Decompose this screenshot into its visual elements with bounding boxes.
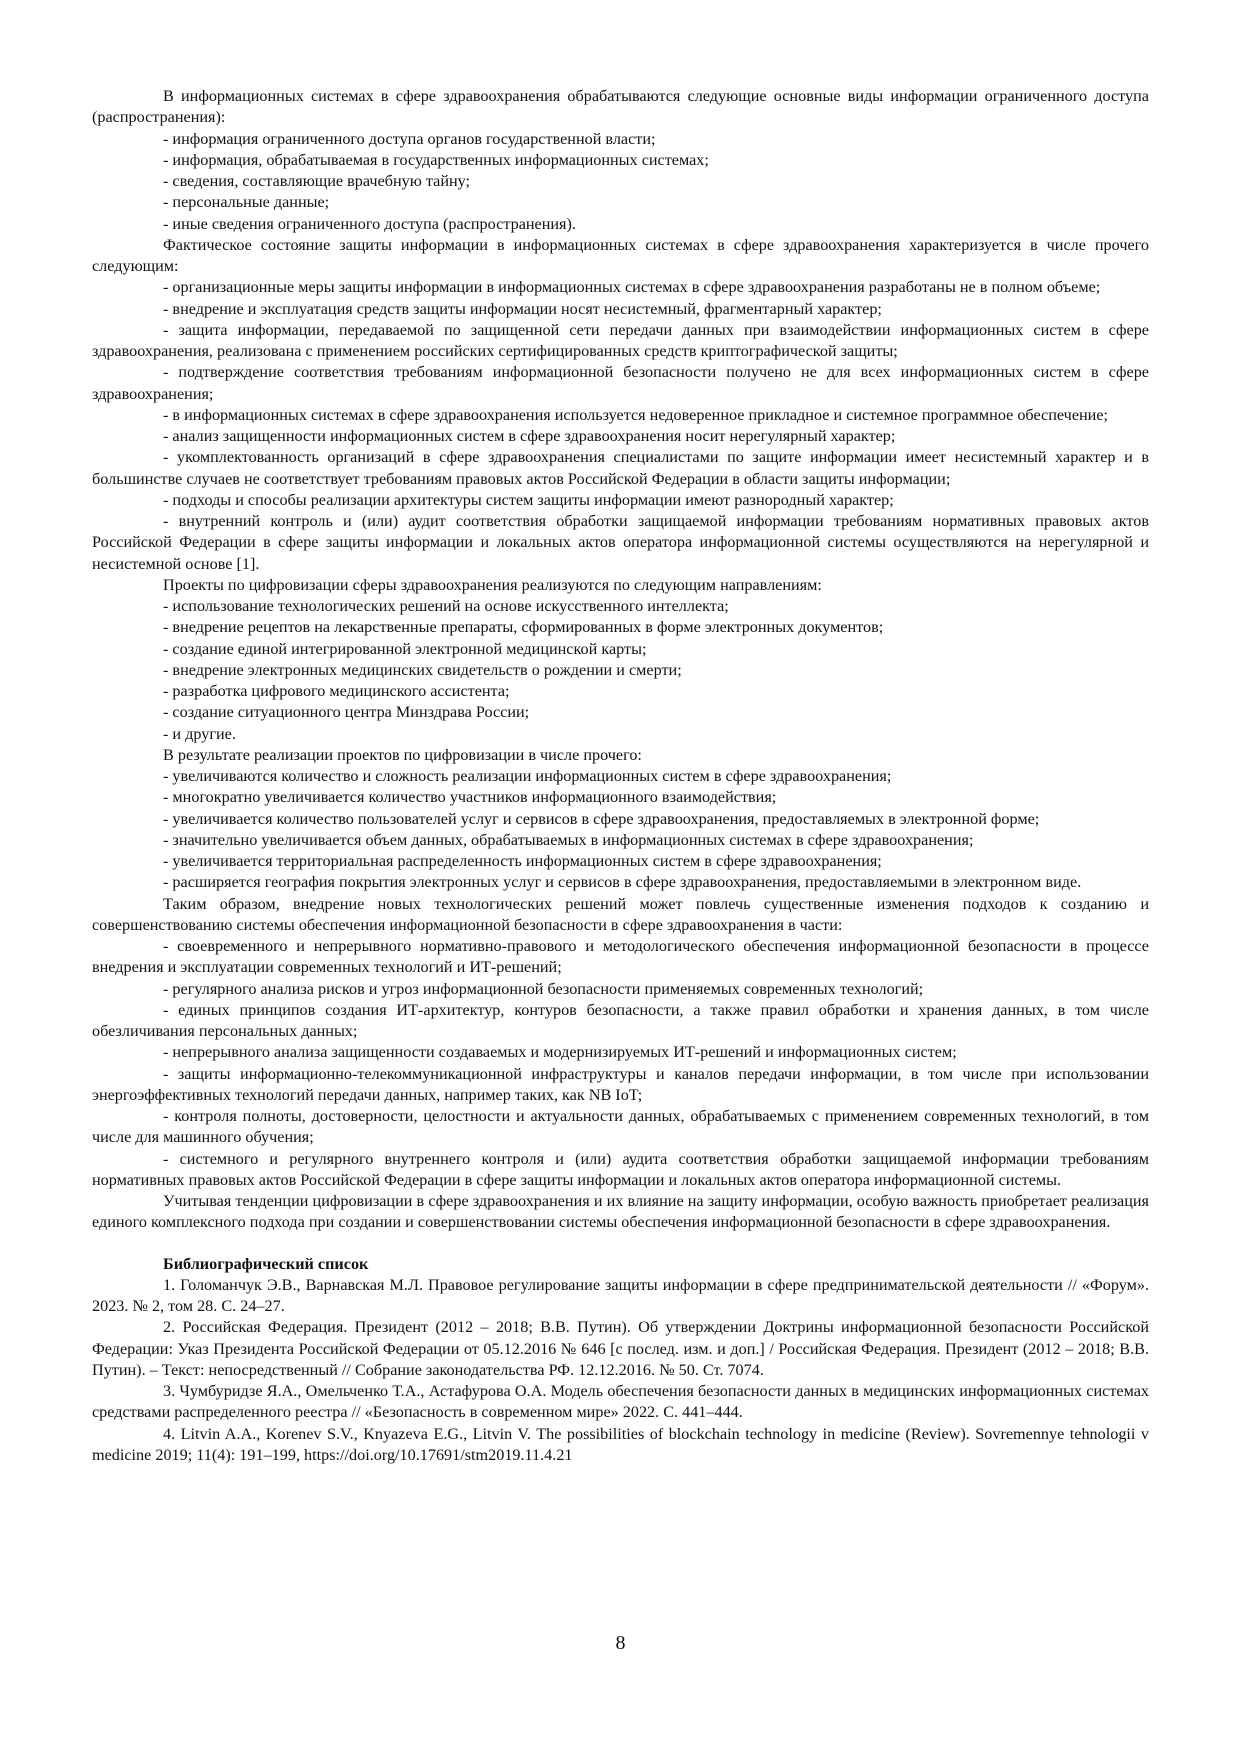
list-item: - системного и регулярного внутреннего контроля и (или) аудита соответствия обработки защищаемой информации требованиям нормативных правовых актов Российской Федерации в сфере защиты информации и локальных актов оператора информационной системы.: [92, 1149, 1149, 1189]
list-item: - внедрение и эксплуатация средств защиты информации носят несистемный, фрагментарный характер;: [163, 299, 882, 318]
list-item: - использование технологических решений на основе искусственного интеллекта;: [163, 597, 729, 615]
page-number: 8: [615, 1632, 626, 1654]
list-item: - сведения, составляющие врачебную тайну;: [163, 172, 471, 190]
list-item: - внедрение рецептов на лекарственные препараты, сформированных в форме электронных документов;: [163, 618, 884, 637]
list-item: - защиты информационно-телекоммуникационной инфраструктуры и каналов передачи информации, в том числе при использовании энергоэффективных технологий передачи данных, например таких, как NB IoT;: [92, 1064, 1149, 1104]
list-item: - разработка цифрового медицинского ассистента;: [163, 682, 510, 700]
bibliography: [92, 1254, 1149, 1467]
list-item: - регулярного анализа рисков и угроз информационной безопасности применяемых современных технологий;: [163, 979, 924, 998]
list-item: - подходы и способы реализации архитектуры систем защиты информации имеют разнородный характер;: [163, 490, 894, 509]
list-item: - единых принципов создания ИТ-архитектур, контуров безопасности, а также правил обработки и хранения данных, в том числе обезличивания персональных данных;: [92, 1000, 1149, 1040]
bibliography-list: [92, 1275, 1149, 1466]
paragraph: Проекты по цифровизации сферы здравоохранения реализуются по следующим направлениям:: [163, 575, 822, 594]
list-item: - и другие.: [163, 724, 236, 743]
list-item: - организационные меры защиты информации в информационных системах в сфере здравоохранения разработаны не в полном объеме;: [163, 278, 1101, 297]
list-item: - анализ защищенности информационных систем в сфере здравоохранения носит нерегулярный характер;: [163, 427, 896, 445]
list-item: - непрерывного анализа защищенности создаваемых и модернизируемых ИТ-решений и информационных систем;: [163, 1043, 957, 1062]
list-item: - расширяется география покрытия электронных услуг и сервисов в сфере здравоохранения, предоставляемыми в электронном виде.: [163, 873, 1082, 892]
list-item: - создание единой интегрированной электронной медицинской карты;: [163, 639, 647, 658]
list-item: - персональные данные;: [163, 193, 330, 212]
paragraph: Фактическое состояние защиты информации в информационных системах в сфере здравоохранения характеризуется в числе прочего следующим:: [92, 235, 1149, 275]
list-item: - защита информации, передаваемой по защищенной сети передачи данных при взаимодействии информационных систем в сфере здравоохранения, реализована с применением российских сертифицированных средств криптографической защиты;: [92, 320, 1149, 360]
list-item: - контроля полноты, достоверности, целостности и актуальности данных, обрабатываемых с применением современных технологий, в том числе для машинного обучения;: [92, 1107, 1149, 1147]
reference-item: 1. Голоманчук Э.В., Варнавская М.Л. Правовое регулирование защиты информации в сфере предпринимательской деятельности // «Форум». 2023. № 2, том 28. С. 24–27.: [92, 1275, 1149, 1315]
list-item: - информация ограниченного доступа органов государственной власти;: [163, 129, 656, 148]
list-item: - внутренний контроль и (или) аудит соответствия обработки защищаемой информации требованиям нормативных правовых актов Российской Федерации в сфере защиты информации и локальных актов оператора информационной системы осуществляются на нерегулярной и несистемной основе [1].: [92, 512, 1149, 573]
list-item: - информация, обрабатываемая в государственных информационных системах;: [163, 150, 709, 169]
reference-item: 3. Чумбуридзе Я.А., Омельченко Т.А., Астафурова О.А. Модель обеспечения безопасности данных в медицинских информационных системах средствами распределенного реестра // «Безопасность в современном мире» 2022. С. 441–444.: [92, 1382, 1149, 1422]
list-item: - в информационных системах в сфере здравоохранения используется недоверенное прикладное и системное программное обеспечение;: [163, 405, 1109, 424]
list-item: - значительно увеличивается объем данных, обрабатываемых в информационных системах в сфере здравоохранения;: [163, 830, 974, 849]
list-item: - подтверждение соответствия требованиям информационной безопасности получено не для всех информационных систем в сфере здравоохранения;: [92, 363, 1149, 403]
article-body: [92, 86, 1149, 1234]
list-item: - увеличиваются количество и сложность реализации информационных систем в сфере здравоохранения;: [163, 767, 892, 785]
paragraph: Таким образом, внедрение новых технологических решений может повлечь существенные изменения подходов к созданию и совершенствованию системы обеспечения информационной безопасности в сфере здравоохранения в части:: [92, 894, 1149, 934]
list-item: - многократно увеличивается количество участников информационного взаимодействия;: [163, 788, 777, 807]
list-item: - увеличивается территориальная распределенность информационных систем в сфере здравоохранения;: [163, 852, 882, 870]
list-item: - внедрение электронных медицинских свидетельств о рождении и смерти;: [163, 660, 682, 679]
list-item: - увеличивается количество пользователей услуг и сервисов в сфере здравоохранения, предоставляемых в электронной форме;: [163, 809, 1040, 828]
list-item: - своевременного и непрерывного нормативно-правового и методологического обеспечения информационной безопасности в процессе внедрения и эксплуатации современных технологий и ИТ-решений;: [92, 937, 1149, 977]
reference-item: 2. Российская Федерация. Президент (2012 – 2018; В.В. Путин). Об утверждении Доктрины информационной безопасности Российской Федерации: Указ Президента Российской Федерации от 05.12.2016 № 646 [с послед. изм. и доп.] / Российская Федерация. Президент (2012 – 2018; В.В. Путин). – Текст: непосредственный // Собрание законодательства РФ. 12.12.2016. № 50. Ст. 7074.: [92, 1318, 1149, 1379]
paragraph: В информационных системах в сфере здравоохранения обрабатываются следующие основные виды информации ограниченного доступа (распространения):: [92, 87, 1149, 127]
list-item: - иные сведения ограниченного доступа (распространения).: [163, 214, 576, 233]
reference-item: 4. Litvin A.A., Korenev S.V., Knyazeva E.G., Litvin V. The possibilities of blockchain technology in medicine (Review). Sovremennye tehnologii v medicine 2019; 11(4): 191–199, https://doi.org/10.17691/stm2019.11.4.21: [92, 1424, 1149, 1464]
list-item: - укомплектованность организаций в сфере здравоохранения специалистами по защите информации имеет несистемный характер и в большинстве случаев не соответствует требованиям правовых актов Российской Федерации в области защиты информации;: [92, 448, 1149, 488]
paragraph: Учитывая тенденции цифровизации в сфере здравоохранения и их влияние на защиту информации, особую важность приобретает реализация единого комплексного подхода при создании и совершенствовании системы обеспечения информационной безопасности в сфере здравоохранения.: [92, 1192, 1149, 1232]
bibliography-title: Библиографический список: [163, 1254, 369, 1273]
list-item: - создание ситуационного центра Минздрава России;: [163, 703, 530, 722]
paragraph: В результате реализации проектов по цифровизации в числе прочего:: [163, 745, 642, 764]
